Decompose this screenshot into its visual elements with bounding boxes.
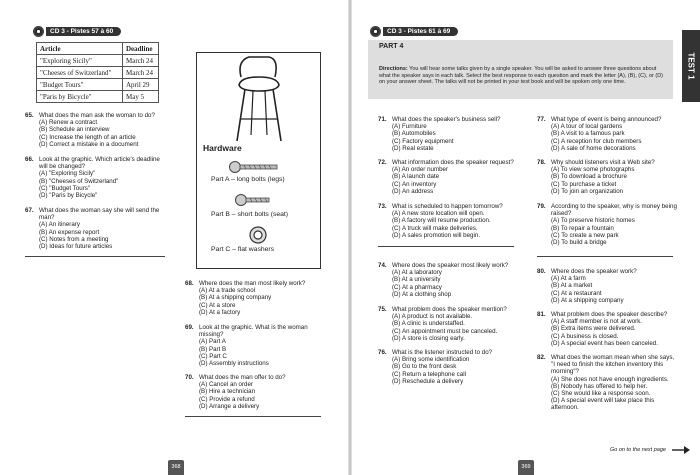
answer-option: (C) A truck will make deliveries.	[392, 224, 478, 232]
part-a-label: Part A – long bolts (legs)	[211, 176, 285, 183]
question-number: 69.	[185, 324, 194, 331]
directions-body: You will hear some talks given by a single speaker. You will be asked to answer three questions about what the speaker says in each talk. Select the best response to each question and mark the letter (A), (B), (C), or (D) on your answer sheet. The talks will not be printed in your test book and will be spoken only one time.	[379, 66, 663, 86]
washer-icon	[249, 226, 267, 244]
answer-option: (B) At a university	[392, 276, 441, 284]
answer-option: (D) A store is closing early.	[392, 334, 465, 342]
question-number: 81.	[537, 311, 546, 318]
answer-option: (A) To view some photographs	[551, 166, 635, 174]
question-77	[537, 116, 677, 152]
answer-option: (C) To purchase a ticket	[551, 180, 617, 188]
answer-option: (D) At a factory	[199, 308, 241, 316]
answer-option: (A) Bring some identification	[392, 356, 470, 364]
question-number: 80.	[537, 268, 546, 275]
answer-option: (A) An order number	[392, 166, 449, 174]
question-stem: What problem does the speaker describe?	[551, 311, 668, 318]
go-on-notice: Go on to the next page	[610, 447, 666, 453]
question-stem: What is scheduled to happen tomorrow?	[392, 203, 503, 210]
answer-option: (B) To download a brochure	[551, 173, 627, 181]
question-number: 73.	[378, 203, 387, 210]
question-number: 77.	[537, 116, 546, 123]
table-cell: "Paris by Bicycle"	[37, 91, 123, 103]
question-stem: What does the woman say she will send the man?	[39, 207, 160, 222]
table-header-cell: Deadline	[123, 43, 159, 55]
answer-option: (B) At a market	[551, 282, 593, 290]
answer-option: (D) A special event will take place this afternoon.	[551, 397, 655, 412]
table-cell: "Cheeses of Switzerland"	[37, 67, 123, 79]
question-stem: What does the man ask the woman to do?	[39, 112, 155, 119]
answer-option: (C) An inventory	[392, 180, 437, 188]
part-c-label: Part C – flat washers	[211, 246, 275, 253]
question-number: 78.	[537, 159, 546, 166]
question-number: 79.	[537, 203, 546, 210]
answer-option: (D) "Paris by Bicycle"	[39, 192, 98, 200]
answer-option: (C) At a pharmacy	[392, 283, 442, 291]
answer-option: (A) At a trade school	[199, 287, 256, 295]
answer-option: (D) A sale of home decorations	[551, 144, 636, 152]
table-cell: April 29	[123, 79, 159, 91]
answer-option: (B) Automobiles	[392, 130, 436, 138]
short-bolt-icon	[235, 193, 271, 207]
cd-track-badge-right	[370, 26, 458, 37]
question-number: 66.	[25, 156, 34, 163]
question-76	[378, 349, 518, 385]
answer-option: (B) "Cheeses of Switzerland"	[39, 177, 119, 185]
question-stem: Why should listeners visit a Web site?	[551, 159, 655, 166]
answer-option: (C) At a store	[199, 301, 236, 309]
question-72	[378, 159, 518, 195]
answer-option: (C) Provide a refund	[199, 395, 255, 403]
answer-option: (A) At a farm	[551, 275, 586, 283]
answer-option: (C) To create a new park	[551, 231, 619, 239]
question-82	[537, 354, 677, 412]
question-stem: What does the speaker's business sell?	[392, 116, 501, 123]
question-78	[537, 159, 677, 195]
test-tab	[682, 30, 700, 102]
answer-option: (C) Part C	[199, 352, 227, 360]
part-title: PART 4	[379, 43, 404, 50]
table-cell: "Exploring Sicily"	[37, 55, 123, 67]
question-69	[185, 324, 325, 367]
answer-option: (D) At a shipping company	[551, 296, 624, 304]
hardware-title: Hardware	[203, 143, 242, 153]
answer-option: (C) "Budget Tours"	[39, 184, 91, 192]
answer-option: (D) Assembly instructions	[199, 360, 269, 368]
answer-option: (D) Arrange a delivery	[199, 402, 260, 410]
answer-option: (C) A business is closed.	[551, 332, 619, 340]
question-number: 70.	[185, 374, 194, 381]
answer-option: (B) Go to the front desk	[392, 363, 457, 371]
answer-option: (A) At a laboratory	[392, 269, 442, 277]
question-81	[537, 311, 677, 347]
test-tab-label: TEST 1	[686, 52, 696, 80]
question-number: 74.	[378, 262, 387, 269]
question-80	[537, 268, 677, 304]
answer-option: (D) Reschedule a delivery	[392, 377, 464, 385]
table-cell: March 24	[123, 67, 159, 79]
directions-label: Directions:	[379, 66, 408, 72]
answer-option: (A) To preserve historic homes	[551, 217, 635, 225]
divider	[185, 416, 321, 417]
answer-option: (A) A product is not available.	[392, 313, 473, 321]
cd-track-badge-left	[33, 26, 121, 37]
answer-option: (C) A reception for club members	[551, 137, 642, 145]
table-row	[37, 91, 159, 103]
answer-option: (B) Extra items were delivered.	[551, 325, 636, 333]
answer-option: (A) Cancel an order	[199, 381, 253, 389]
answer-option: (A) Renew a contract	[39, 119, 98, 127]
answer-option: (C) Factory equipment	[392, 137, 454, 145]
answer-option: (A) A staff member is not at work.	[551, 318, 643, 326]
question-stem: According to the speaker, why is money being raised?	[551, 203, 677, 218]
answer-option: (B) A visit to a famous park	[551, 130, 625, 138]
question-79	[537, 203, 677, 246]
divider	[378, 246, 514, 247]
answer-option: (C) She would like a response soon.	[551, 390, 651, 398]
long-bolt-icon	[229, 160, 279, 174]
question-70	[185, 374, 325, 410]
answer-option: (B) To repair a fountain	[551, 224, 614, 232]
question-stem: What is the listener instructed to do?	[392, 349, 493, 356]
answer-option: (A) A new store location will open.	[392, 210, 485, 218]
answer-option: (B) Hire a technician	[199, 388, 256, 396]
answer-option: (A) She does not have enough ingredients.	[551, 375, 669, 383]
answer-option: (A) Furniture	[392, 123, 427, 131]
divider	[537, 256, 673, 257]
page-number-right: 369	[518, 460, 534, 475]
answer-option: (D) A special event has been canceled.	[551, 339, 658, 347]
answer-option: (B) Nobody has offered to help her.	[551, 382, 648, 390]
answer-option: (D) To join an organization	[551, 187, 624, 195]
answer-option: (D) Ideas for future articles	[39, 243, 113, 251]
answer-option: (C) Notes from a meeting	[39, 235, 109, 243]
question-stem: Look at the graphic. What is the woman missing?	[199, 324, 308, 339]
question-65	[25, 112, 165, 148]
table-row	[37, 79, 159, 91]
table-cell: "Budget Tours"	[37, 79, 123, 91]
question-67	[25, 207, 165, 250]
question-number: 67.	[25, 207, 34, 214]
question-stem: Where does the speaker most likely work?	[392, 262, 509, 269]
answer-option: (D) Real estate	[392, 144, 434, 152]
question-66	[25, 156, 165, 199]
bar-stool-illustration	[229, 55, 289, 143]
cd-icon	[33, 26, 44, 37]
question-stem: What does the woman mean when she says, "I need to finish the kitchen inventory this morning"?	[551, 354, 675, 376]
answer-option: (C) Increase the length of an article	[39, 133, 136, 141]
answer-option: (B) Schedule an interview	[39, 126, 110, 134]
answer-option: (B) A factory will resume production.	[392, 217, 491, 225]
answer-option: (A) An itinerary	[39, 221, 80, 229]
question-stem: Where does the speaker work?	[551, 268, 637, 275]
arrow-right-icon	[672, 446, 690, 454]
question-68	[185, 280, 325, 316]
answer-option: (B) Part B	[199, 345, 227, 353]
answer-option: (D) Correct a mistake in a document	[39, 140, 139, 148]
question-75	[378, 306, 518, 342]
answer-option: (D) An address	[392, 187, 434, 195]
part-b-label: Part B – short bolts (seat)	[211, 211, 289, 218]
question-number: 68.	[185, 280, 194, 287]
question-stem: What type of event is being announced?	[551, 116, 662, 123]
cd-icon	[370, 26, 381, 37]
question-stem: Look at the graphic. Which article's deadline will be changed?	[39, 156, 160, 171]
table-header-row	[37, 43, 159, 55]
cd-track-label: CD 3 - Pistes 61 à 69	[383, 27, 458, 36]
question-73	[378, 203, 518, 239]
divider	[25, 256, 165, 257]
answer-option: (B) An expense report	[39, 228, 100, 236]
answer-option: (B) A clinic is understaffed.	[392, 320, 465, 328]
question-71	[378, 116, 518, 152]
cd-track-label: CD 3 - Pistes 57 à 60	[46, 27, 121, 36]
hardware-graphic	[196, 52, 321, 269]
question-number: 65.	[25, 112, 34, 119]
answer-option: (A) "Exploring Sicily"	[39, 170, 96, 178]
answer-option: (A) Part A	[199, 338, 226, 346]
answer-option: (C) At a restaurant	[551, 289, 602, 297]
question-number: 72.	[378, 159, 387, 166]
question-number: 82.	[537, 354, 546, 361]
answer-option: (D) At a clothing shop	[392, 290, 452, 298]
page-number-left: 368	[168, 460, 184, 475]
article-deadline-table	[36, 42, 159, 103]
table-row	[37, 55, 159, 67]
answer-option: (C) An appointment must be canceled.	[392, 327, 498, 335]
question-number: 76.	[378, 349, 387, 356]
question-stem: What information does the speaker request?	[392, 159, 514, 166]
table-cell: May 5	[123, 91, 159, 103]
answer-option: (C) Return a telephone call	[392, 370, 466, 378]
question-74	[378, 262, 518, 298]
directions-text	[379, 66, 664, 86]
part4-directions-box	[368, 40, 673, 99]
answer-option: (A) A tour of local gardens	[551, 123, 623, 131]
question-stem: Where does the man most likely work?	[199, 280, 306, 287]
question-number: 75.	[378, 306, 387, 313]
answer-option: (B) At a shipping company	[199, 294, 272, 302]
answer-option: (B) A launch date	[392, 173, 440, 181]
question-stem: What does the man offer to do?	[199, 374, 286, 381]
question-stem: What problem does the speaker mention?	[392, 306, 507, 313]
question-number: 71.	[378, 116, 387, 123]
table-header-cell: Article	[37, 43, 123, 55]
table-row	[37, 67, 159, 79]
answer-option: (D) A sales promotion will begin.	[392, 231, 481, 239]
answer-option: (D) To build a bridge	[551, 239, 607, 247]
table-cell: March 24	[123, 55, 159, 67]
